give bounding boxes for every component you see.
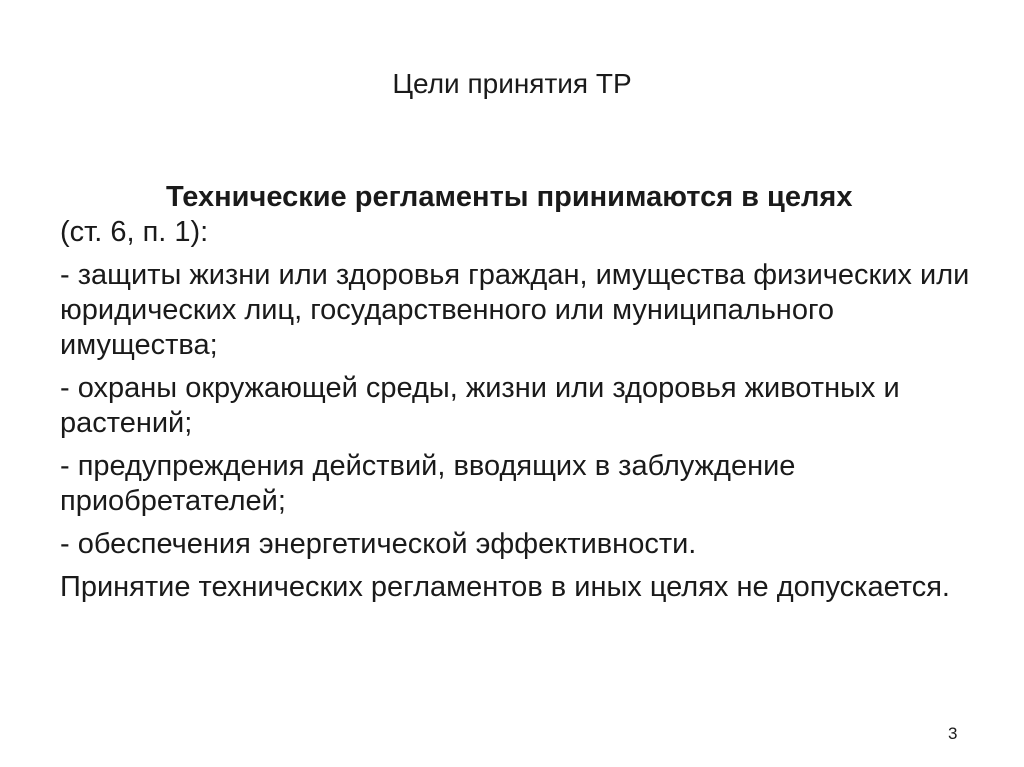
goal-item-2: - охраны окружающей среды, жизни или здоровья животных и растений; (60, 372, 900, 439)
slide-body (60, 180, 980, 613)
conclusion-paragraph: Принятие технических регламентов в иных целях не допускается. (60, 571, 950, 603)
intro-reference: (ст. 6, п. 1): (60, 216, 209, 248)
slide-title: Цели принятия ТР (392, 68, 632, 99)
goal-item-3: - предупреждения действий, вводящих в заблуждение приобретателей; (60, 450, 796, 517)
intro-paragraph (60, 180, 980, 250)
goal-item-4: - обеспечения энергетической эффективности. (60, 528, 697, 560)
goal-item-1: - защиты жизни или здоровья граждан, имущества физических или юридических лиц, государственного или муниципального имущества; (60, 259, 970, 361)
page-number: 3 (948, 724, 958, 743)
intro-bold-text: Технические регламенты принимаются в целях (166, 181, 853, 213)
